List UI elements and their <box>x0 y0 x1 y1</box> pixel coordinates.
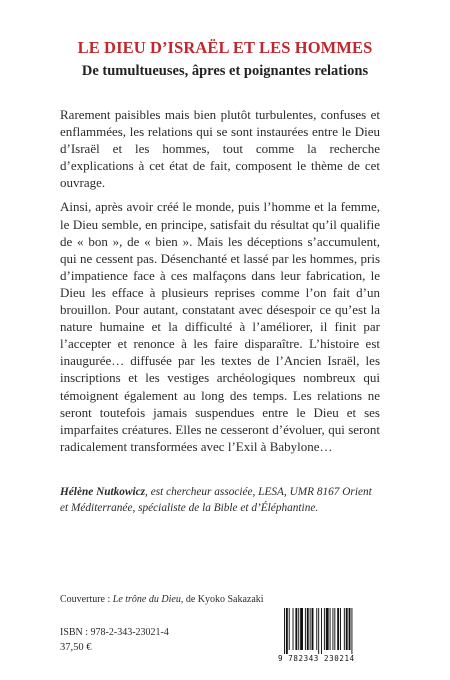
author-description: , est chercheur associée, LESA, UMR 8167 Orient et Méditerranée, spécialiste de la Bible et d’Éléphantine. <box>60 486 372 514</box>
barcode-bar <box>346 608 348 650</box>
barcode-bar <box>289 608 290 650</box>
barcode-bar <box>305 608 306 650</box>
barcode-bars <box>278 608 388 654</box>
barcode-bar <box>310 608 311 650</box>
barcode-bar <box>334 608 335 650</box>
barcode-bar <box>351 608 352 654</box>
barcode-bar <box>307 608 309 650</box>
barcode-bar <box>316 608 317 650</box>
book-subtitle: De tumultueuses, âpres et poignantes relations <box>81 63 369 79</box>
barcode-bar <box>349 608 351 650</box>
blurb-paragraph-2: Ainsi, après avoir créé le monde, puis l’homme et la femme, le Dieu semble, en principe, satisfait du résultat qu’il qualifie de « bon », de « bien ». Mais les déceptions s’accumulent, qui ne cessent pas. Désenchanté et lassé par les hommes, pris d’impatience face à ces malfaçons dans leur fabrication, le Dieu les efface à plusieurs reprises comme l’on fait d’un brouillon. Pour autant, constatant avec désespoir ce qu’est la nature humaine et la difficulté à l’améliorer, il finit par l’accepter et renonce à les faire disparaître. L’histoire est inaugurée… diffusée par les textes de l’Ancien Israël, les inscriptions et les vestiges archéologiques nombreux qui témoignent également au long des temps. Les relations ne seront toutefois jamais suspendues entre le Dieu et ses imparfaites créatures. Elles ne cesseront d’évoluer, qui seront radicalement transformées avec l’Exil à Babylone… <box>60 199 380 454</box>
isbn: ISBN : 978-2-343-23021-4 <box>60 627 169 638</box>
barcode-bar <box>332 608 333 650</box>
barcode-bar <box>312 608 314 650</box>
barcode-bar <box>344 608 345 650</box>
back-cover-blurb <box>60 106 380 455</box>
cover-credit <box>60 594 380 605</box>
barcode-number: 9 782343 230214 <box>278 654 355 663</box>
barcode-bar <box>340 608 341 650</box>
cover-artist: , de Kyoko Sakazaki <box>180 594 264 605</box>
barcode-bar <box>295 608 297 650</box>
blurb-paragraph-1: Rarement paisibles mais bien plutôt turbulentes, confuses et enflammées, les relations qui se sont instaurées entre le Dieu d’Israël et les hommes, tout comme la recherche d’explications à cet état de fait, composent le thème de cet ouvrage. <box>60 107 380 191</box>
author-bio <box>60 484 380 516</box>
barcode-bar <box>321 608 322 654</box>
price: 37,50 € <box>60 642 92 653</box>
barcode-bar <box>298 608 299 650</box>
barcode-bar <box>284 608 285 654</box>
cover-artwork-title: Le trône du Dieu <box>112 594 181 605</box>
barcode-bar <box>318 608 319 654</box>
author-name: Hélène Nutkowicz <box>60 486 146 498</box>
barcode-bar <box>286 608 288 654</box>
cover-credit-label: Couverture : <box>60 594 113 605</box>
book-title: LE DIEU D’ISRAËL ET LES HOMMES <box>77 38 373 57</box>
barcode-bar <box>293 608 294 650</box>
barcode-bar <box>324 608 325 650</box>
barcode-bar <box>330 608 331 650</box>
barcode-bar <box>300 608 303 650</box>
barcode-bar <box>337 608 339 650</box>
barcode-bar <box>326 608 329 650</box>
